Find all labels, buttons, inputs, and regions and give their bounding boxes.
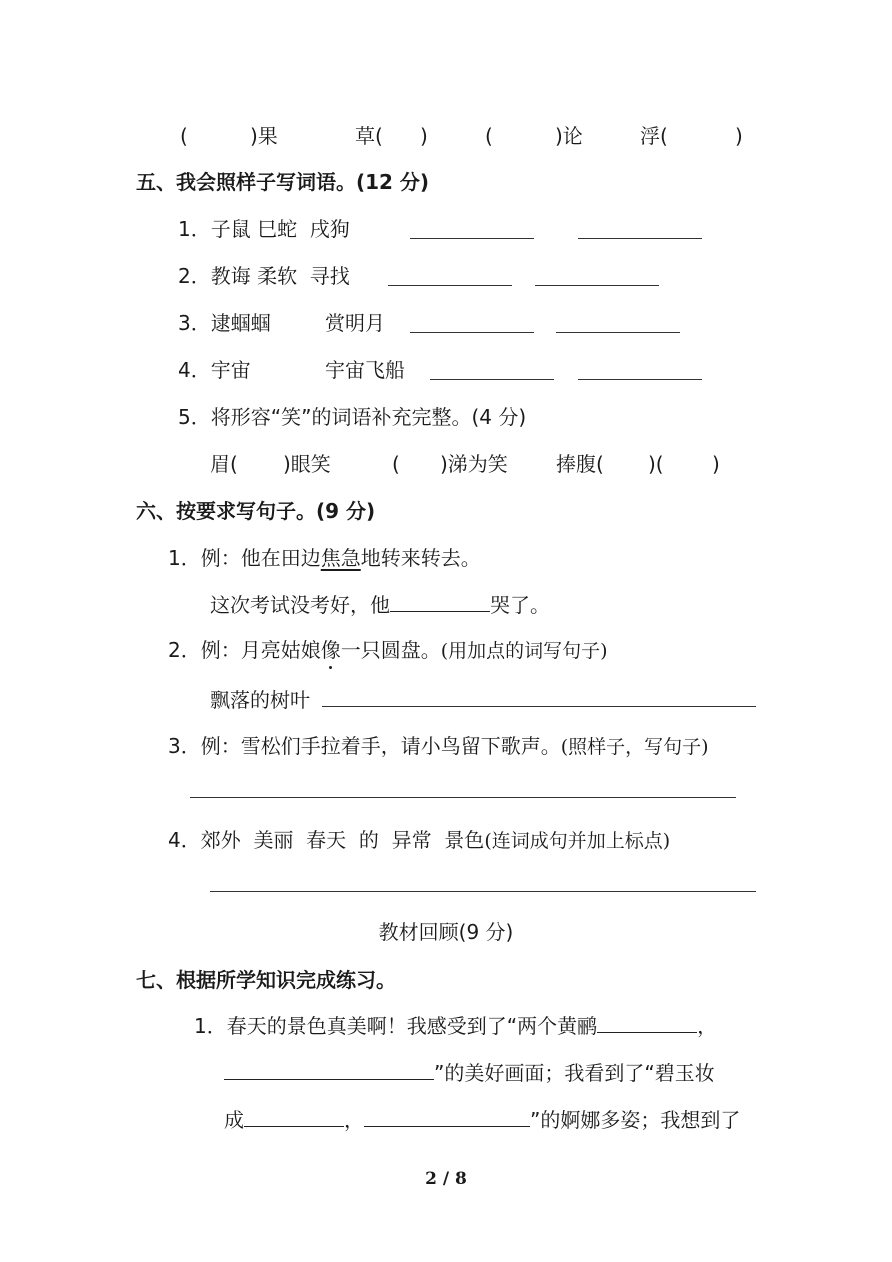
- s6-q3-note: (照样子，写句子): [560, 736, 709, 758]
- word-cao: 草(: [355, 124, 383, 148]
- section5-title: 五、我会照样子写词语。(12 分): [136, 170, 430, 194]
- s7-l1-post: ，: [697, 1014, 718, 1038]
- s5-q2: 2．教诲 柔软 寻找: [178, 264, 350, 288]
- word-lun: )论: [555, 124, 583, 148]
- s5-q5-c3: ): [712, 452, 720, 476]
- s6-q2-note: (用加点的词写句子): [440, 640, 608, 662]
- s7-l3-blank1: [244, 1125, 344, 1127]
- section6-title: 六、按要求写句子。(9 分): [136, 499, 376, 523]
- s5-q5-b2: )涕为笑: [440, 452, 508, 476]
- s6-q2-post: 一只圆盘。: [340, 638, 441, 662]
- paren-open-3: (: [485, 124, 493, 148]
- paren-open-1: (: [180, 124, 188, 148]
- s5-q1-blank2: [578, 238, 702, 239]
- s5-q4: 4．宇宙: [178, 358, 251, 382]
- s6-q1-pre: 1．例：他在田边: [168, 546, 321, 570]
- paren-close-2: ): [420, 124, 428, 148]
- s6-q1-ans-pre: 这次考试没考好，他: [210, 593, 390, 617]
- s7-l2-post: ”的美好画面；我看到了“碧玉妆: [434, 1061, 715, 1085]
- s6-q4: [168, 830, 670, 851]
- s5-q1-blank1: [410, 238, 534, 239]
- s5-q5-c: 捧腹(: [556, 452, 604, 476]
- s5-q2-blank2: [535, 285, 659, 286]
- s7-l1-pre: 1．春天的景色真美啊！我感受到了“两个黄鹂: [194, 1014, 598, 1038]
- s6-q3-blank: [190, 797, 736, 798]
- s7-l3-post: ”的婀娜多姿；我想到了: [530, 1108, 741, 1132]
- s7-l3-blank2: [364, 1125, 530, 1127]
- s6-q2-pre: 2．例：月亮姑娘: [168, 638, 321, 662]
- s6-q4-text: 4．郊外 美丽 春天 的 异常 景色: [168, 828, 485, 852]
- s6-q1-underlined: 焦急: [320, 546, 361, 570]
- s5-q3-blank2: [556, 332, 680, 333]
- section7-title: 七、根据所学知识完成练习。: [136, 968, 396, 992]
- s5-q3-blank1: [410, 332, 534, 333]
- s6-q3-text: 3．例：雪松们手拉着手，请小鸟留下歌声。: [168, 734, 561, 758]
- s5-q1: 1．子鼠 巳蛇 戌狗: [178, 217, 350, 241]
- word-guo: )果: [250, 124, 278, 148]
- s6-q4-blank: [210, 891, 756, 892]
- s5-q4-b: 宇宙飞船: [325, 358, 405, 382]
- paren-close-4: ): [735, 124, 743, 148]
- s6-q1: [168, 548, 481, 568]
- s5-q5-b: (: [392, 452, 400, 476]
- s7-l3-mid: ，: [344, 1108, 364, 1132]
- s5-q2-blank1: [388, 285, 512, 286]
- s7-line1: [194, 1016, 717, 1036]
- s7-l2-blank: [224, 1078, 434, 1080]
- page-number: 2 / 8: [425, 1169, 467, 1189]
- s6-q4-note: (连词成句并加上标点): [484, 830, 671, 852]
- s5-q5: 5．将形容“笑”的词语补充完整。(4 分): [178, 405, 527, 429]
- word-fu: 浮(: [640, 124, 668, 148]
- s6-q1-answer: [210, 595, 550, 615]
- s7-l1-blank: [597, 1031, 697, 1033]
- s7-line3: [224, 1110, 740, 1130]
- s6-q1-ans-post: 哭了。: [490, 593, 550, 617]
- s5-q4-blank1: [430, 379, 554, 380]
- s7-l3-pre: 成: [224, 1108, 244, 1132]
- s6-q2-dotted-word: 像: [320, 638, 341, 662]
- s6-q3: [168, 736, 709, 757]
- s7-line2: [224, 1063, 715, 1083]
- s5-q4-blank2: [578, 379, 702, 380]
- s6-q2-blank: [322, 706, 756, 707]
- s5-q5-a2: )眼笑: [283, 452, 331, 476]
- s5-q3: 3．逮蝈蝈: [178, 311, 271, 335]
- s6-q2-answer: 飘落的树叶: [210, 688, 310, 712]
- s5-q5-a: 眉(: [210, 452, 238, 476]
- s5-q5-c2: )(: [648, 452, 664, 476]
- review-title: 教材回顾(9 分): [378, 920, 514, 944]
- s6-q2: [168, 640, 608, 661]
- s5-q3-b: 赏明月: [325, 311, 385, 335]
- s6-q1-blank: [390, 610, 490, 612]
- s6-q1-post: 地转来转去。: [360, 546, 481, 570]
